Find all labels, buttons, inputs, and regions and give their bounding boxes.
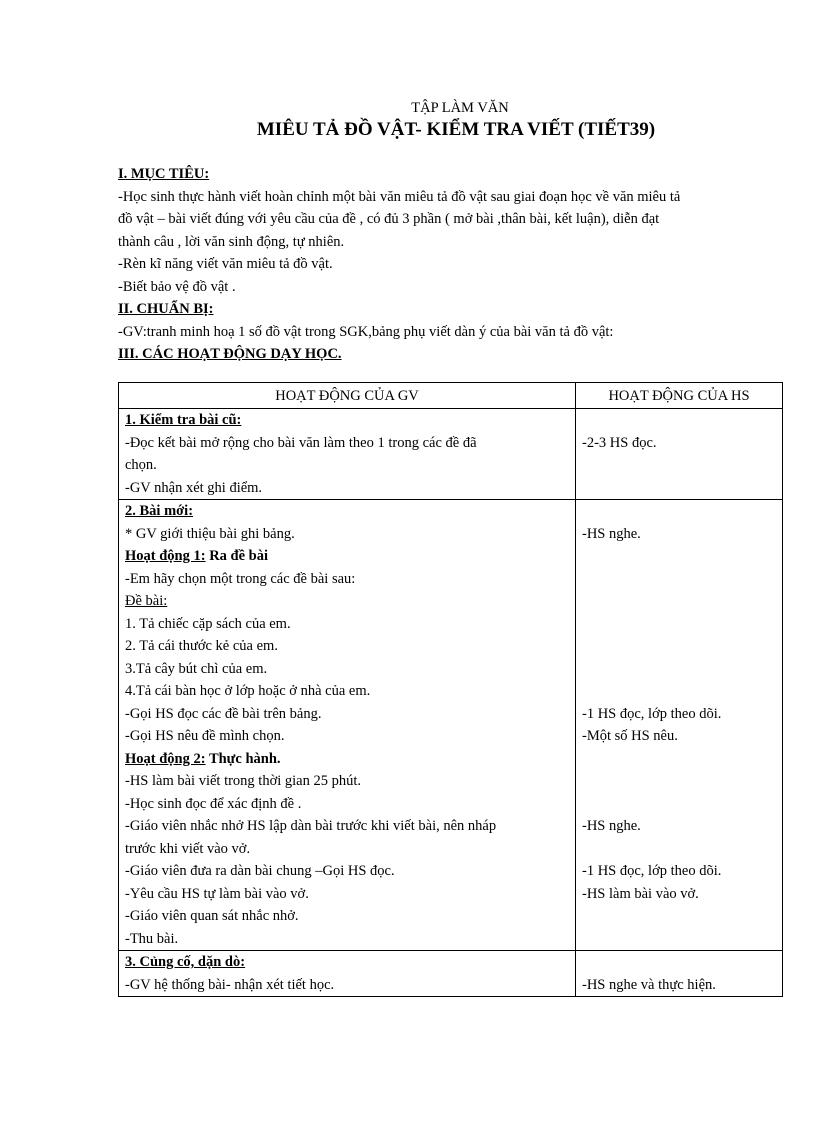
teacher-line: -Giáo viên đưa ra dàn bài chung –Gọi HS đọc. — [125, 863, 395, 879]
student-line: -HS nghe và thực hiện. — [582, 976, 716, 993]
teacher-line: -Gọi HS đọc các đề bài trên bảng. — [125, 705, 322, 722]
section-review-row — [119, 409, 783, 500]
student-column-header: HOẠT ĐỘNG CỦA HS — [576, 382, 783, 409]
teacher-line: -Giáo viên quan sát nhắc nhở. — [125, 908, 299, 924]
document-page — [118, 100, 782, 997]
topic-item: 1. Tả chiếc cặp sách của em. — [125, 615, 291, 632]
activity-2-heading: Hoạt động 2: Thực hành. — [125, 750, 281, 767]
topic-item: 3.Tả cây bút chì của em. — [125, 660, 268, 677]
objective-line: thành câu , lời văn sinh động, tự nhiên. — [118, 233, 345, 250]
teacher-line: -HS làm bài viết trong thời gian 25 phút. — [125, 773, 362, 789]
teacher-line: * GV giới thiệu bài ghi bảng. — [125, 525, 295, 542]
teacher-line: -Yêu cầu HS tự làm bài vào vở. — [125, 885, 309, 902]
preparation-heading: II. CHUẨN BỊ: — [118, 301, 214, 317]
student-line: -Một số HS nêu. — [582, 728, 678, 744]
student-line: -HS nghe. — [582, 818, 641, 834]
objective-line: -Học sinh thực hành viết hoàn chỉnh một bài văn miêu tả đồ vật sau giai đoạn học về văn miêu tả — [118, 188, 681, 205]
section-heading: 3. Củng cố, dặn dò: — [125, 954, 246, 970]
topic-item: 4.Tả cái bàn học ở lớp hoặc ở nhà của em. — [125, 683, 371, 699]
teacher-line: trước khi viết vào vở. — [125, 840, 251, 857]
section-review-teacher — [119, 409, 576, 500]
objective-line: đồ vật – bài viết đúng với yêu cầu của đề , có đủ 3 phần ( mở bài ,thân bài, kết luận), diễn đạt — [118, 211, 660, 227]
subject-label: TẬP LÀM VĂN — [411, 100, 509, 116]
student-line: -HS nghe. — [582, 525, 641, 542]
student-line: -1 HS đọc, lớp theo dõi. — [582, 705, 722, 722]
section-review-student — [576, 409, 783, 500]
section-new-lesson-row — [119, 500, 783, 951]
section-heading: 1. Kiểm tra bài cũ: — [125, 412, 242, 428]
section-heading: 2. Bài mới: — [125, 503, 194, 519]
section-wrapup-teacher — [119, 951, 576, 997]
teacher-line: -Đọc kết bài mở rộng cho bài văn làm theo 1 trong các đề đã — [125, 434, 477, 451]
objective-line: -Rèn kĩ năng viết văn miêu tả đồ vật. — [118, 256, 333, 272]
preparation-line: -GV:tranh minh hoạ 1 số đồ vật trong SGK,bảng phụ viết dàn ý của bài văn tả đồ vật: — [118, 323, 614, 340]
teacher-line: -GV hệ thống bài- nhận xét tiết học. — [125, 976, 335, 993]
student-line: -1 HS đọc, lớp theo dõi. — [582, 863, 722, 879]
teacher-line: -Thu bài. — [125, 930, 179, 947]
teacher-line: -Em hãy chọn một trong các đề bài sau: — [125, 570, 356, 587]
teacher-line: -GV nhận xét ghi điểm. — [125, 479, 263, 496]
teacher-line: -Giáo viên nhắc nhở HS lập dàn bài trước khi viết bài, nên nháp — [125, 818, 497, 834]
table-header-row — [119, 382, 783, 409]
topics-label: Đề bài: — [125, 593, 168, 609]
page-title: MIÊU TẢ ĐỒ VẬT- KIỂM TRA VIẾT (TIẾT39) — [256, 119, 656, 140]
objectives-heading: I. MỤC TIÊU: — [118, 166, 210, 182]
teacher-line: -Gọi HS nêu đề mình chọn. — [125, 728, 285, 744]
activity-1-heading: Hoạt động 1: Ra đề bài — [125, 548, 269, 564]
teacher-column-header: HOẠT ĐỘNG CỦA GV — [119, 382, 576, 409]
section-wrapup-student — [576, 951, 783, 997]
teacher-line: -Học sinh đọc để xác định đề . — [125, 795, 302, 812]
section-new-lesson-student — [576, 500, 783, 951]
section-wrapup-row — [119, 951, 783, 997]
activities-table — [118, 382, 783, 998]
topic-item: 2. Tả cái thước kẻ của em. — [125, 638, 278, 654]
section-new-lesson-teacher — [119, 500, 576, 951]
teacher-line: chọn. — [125, 457, 157, 473]
activities-heading: III. CÁC HOẠT ĐỘNG DẠY HỌC. — [118, 346, 342, 362]
objective-line: -Biết bảo vệ đồ vật . — [118, 278, 236, 295]
student-line: -HS làm bài vào vở. — [582, 885, 699, 902]
student-line: -2-3 HS đọc. — [582, 434, 657, 451]
